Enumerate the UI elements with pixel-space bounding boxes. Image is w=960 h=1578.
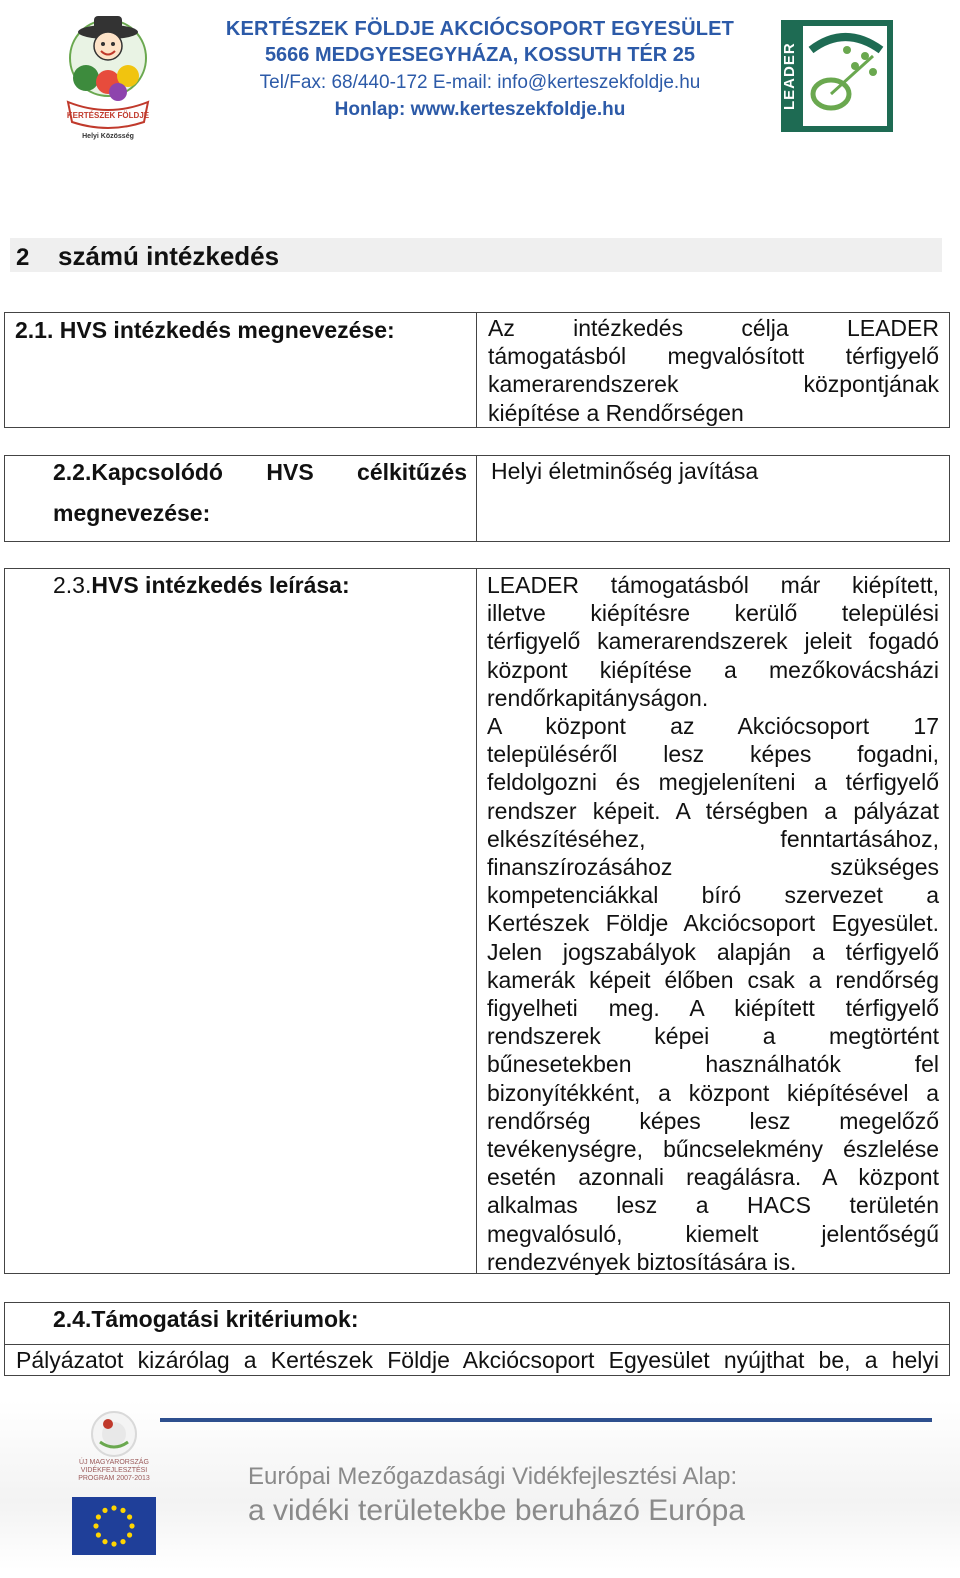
- row-2-1-label: 2.1. HVS intézkedés megnevezése:: [15, 317, 395, 343]
- leader-logo-text: LEADER: [781, 42, 798, 110]
- row-2-4-label: 2.4.Támogatási kritériumok:: [53, 1306, 359, 1332]
- text-line: rendszerek képei a megtörtént: [487, 1023, 939, 1050]
- text-line: kamerarendszerek központjának: [488, 371, 939, 398]
- text-line: figyelheti meg. A kiépített térfigyelő: [487, 995, 939, 1022]
- row-2-4-text: Pályázatot kizárólag a Kertészek Földje Akciócsoport Egyesület nyújthat be, a helyi: [16, 1347, 939, 1373]
- uj-magyarorszag-logo: [86, 1408, 142, 1460]
- table-row-2-4: [4, 1302, 950, 1345]
- row-2-3-label-prefix: 2.3.: [53, 572, 92, 598]
- row-2-1-value: [488, 314, 939, 427]
- section-title: számú intézkedés: [58, 241, 280, 271]
- logo-subtext: Helyi Közösség: [82, 133, 134, 140]
- text-line: tevékenységre, bűncselekmény észlelése: [487, 1136, 939, 1163]
- footer-divider: [160, 1418, 932, 1422]
- row-2-3-value-cell: [476, 569, 949, 1273]
- row-2-3-description: [487, 571, 939, 1276]
- row-2-1-value-cell: [476, 313, 949, 427]
- text-line: LEADER támogatásból már kiépített,: [487, 572, 939, 598]
- text-line: támogatásból megvalósított térfigyelő: [488, 343, 939, 370]
- text-line: kiépítése a Rendőrségen: [488, 399, 744, 426]
- text-line: elkészítéséhez, fenntartásához,: [487, 825, 939, 852]
- text-line: központ kiépítése a mezőkovácsházi: [487, 656, 939, 683]
- text-line: rendőrség képes lesz megelőző: [487, 1107, 939, 1134]
- section-number: 2: [16, 244, 30, 271]
- row-2-2-label-cell: [5, 456, 476, 541]
- row-2-2-value: Helyi életminőség javítása: [491, 458, 759, 484]
- eu-flag-icon: [72, 1497, 156, 1555]
- text-line: Kertészek Földje Akciócsoport Egyesület.: [487, 910, 939, 937]
- text-line: alkalmas lesz a HACS területén: [487, 1192, 939, 1219]
- row-2-2-label-line1: 2.2.Kapcsolódó HVS célkitűzés: [53, 459, 467, 485]
- text-line: Az intézkedés célja LEADER: [488, 315, 939, 341]
- kerteszek-foldje-logo: [58, 6, 158, 146]
- logo-text: KERTÉSZEK FÖLDJE: [66, 111, 150, 120]
- text-line: településéről lesz képes fogadni,: [487, 741, 939, 768]
- footer-slogan: a vidéki területekbe beruházó Európa: [248, 1494, 745, 1527]
- table-row-2-3: [4, 568, 950, 1274]
- organization-contact: Tel/Fax: 68/440-172 E-mail: info@kerteszekfoldje.hu: [259, 72, 701, 93]
- footer-fund-name: Európai Mezőgazdasági Vidékfejlesztési Alap:: [248, 1463, 738, 1490]
- text-line: feldolgozni és megjeleníteni a térfigyelő: [487, 769, 939, 796]
- organization-info: [200, 18, 760, 121]
- organization-name: KERTÉSZEK FÖLDJE AKCIÓCSOPORT EGYESÜLET: [225, 18, 735, 40]
- text-line: kompetenciákkal bíró szervezet a: [487, 882, 939, 909]
- text-line: bizonyítékként, a központ kiépítésével a: [487, 1079, 939, 1106]
- row-2-2-value-cell: [476, 456, 949, 541]
- row-2-3-label-text: HVS intézkedés leírása:: [91, 572, 350, 598]
- text-line: Jelen jogszabályok alapján a térfigyelő: [487, 938, 939, 965]
- text-line: finanszírozásához szükséges: [487, 854, 939, 881]
- row-2-1-label-cell: [5, 313, 476, 427]
- organization-address: 5666 MEDGYESEGYHÁZA, KOSSUTH TÉR 25: [264, 44, 696, 66]
- organization-website: Honlap: www.kerteszekfoldje.hu: [334, 99, 626, 120]
- nhdp-logo-text: ÚJ MAGYARORSZÁG VIDÉKFEJLESZTÉSI PROGRAM 2007-2013: [78, 1459, 150, 1482]
- text-line: rendezvények biztosítására is.: [487, 1248, 797, 1275]
- text-line: illetve kiépítésre kerülő települési: [487, 600, 939, 627]
- row-2-3-label: [53, 572, 350, 599]
- paragraph-1: [487, 571, 939, 712]
- text-line: térfigyelő kamerarendszerek jeleit fogadó: [487, 628, 939, 655]
- text-line: rendszer képeit. A térségben a pályázat: [487, 797, 939, 824]
- table-row-2-4-text: [4, 1344, 950, 1376]
- text-line: kamerák képeit élőben csak a rendőrség: [487, 966, 939, 993]
- table-row-2-1: [4, 312, 950, 428]
- row-2-2-label-line2: megnevezése:: [53, 500, 211, 526]
- text-line: esetén azonnali reagálásra. A központ: [487, 1164, 939, 1191]
- text-line: bűnesetekben használhatók fel: [487, 1051, 939, 1078]
- text-line: A központ az Akciócsoport 17: [487, 713, 939, 740]
- text-line: megvalósuló, kiemelt jelentőségű: [487, 1220, 939, 1247]
- table-row-2-2: [4, 455, 950, 542]
- row-2-3-label-cell: [5, 569, 476, 1273]
- text-line: rendőrkapitányságon.: [487, 684, 709, 711]
- paragraph-2: [487, 712, 939, 1276]
